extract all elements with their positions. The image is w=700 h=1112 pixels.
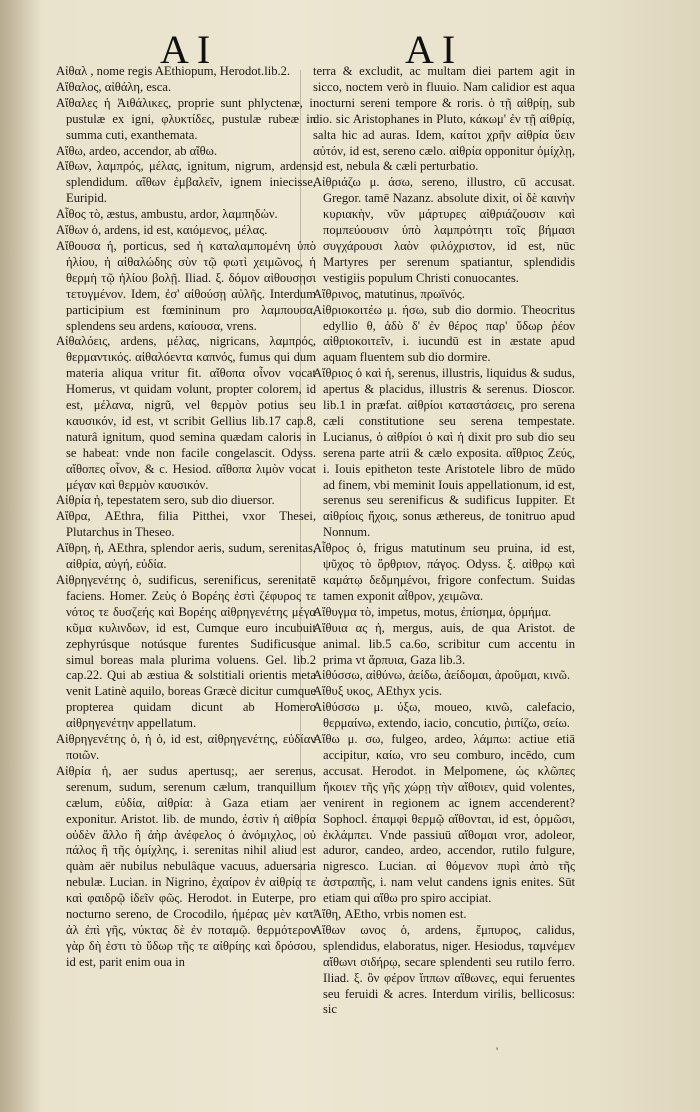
dictionary-entry: Αἴθουσα ἡ, porticus, sed ἡ καταλαμπομένη ὑπὸ ἡλίου, ἡ αἰθαλώδης σὺν τῷ φωτὶ χειμῶνος, ἡ θερμὴ τῷ ἡλίου βολῇ. Iliad. ξ. δόμον αἰθουσῃσι τετυγμένον. Idem, ἐσ' αἰθούσῃ αὐλῆς. Interdum participium est fœmininum pro λαμπουσα, splendens seu ardens, καίουσα, vrens. — [56, 238, 316, 333]
dictionary-entry: Αἴθω, ardeo, accendor, ab αἴθω. — [56, 143, 218, 158]
running-head-left: AI — [160, 27, 219, 72]
binding-shadow — [0, 0, 40, 1112]
dictionary-entry: Αἰθρηγενέτης ὁ, sudificus, serenificus, serenitatē faciens. Homer. Ζεὺς ὁ Βορέης ἐστὶ ζέφυρος τε νότος τε δυσζεής καὶ Βορέης αἰθρηγενέτης μέγα κῦμα κυλινδων, id est, Cumque euro incubuit zephyrúsque notúsque furentes Sudificusque simul boreas mala plurima voluens. Gel. lib.2 cap.22. Qui ab æstiua & solstitiali orientis meta venit Latinè aquilo, boreas Græcè dicitur cumque propterea quidam dicunt ab Homero αἰθρηγενέτην appellatum. — [56, 573, 316, 731]
dictionary-entry: Αἰθριάζω μ. άσω, sereno, illustro, cū accusat. Gregor. tamē Nazanz. absolute dixit, οἱ δὲ καινὴν κυριακὴν, νῦν μάρτυρες αἰθριάζουσιν καὶ πομπεύουσιν ὑπὸ λαμπρότητι τοῖς βήμασι συγχάρουσι λαὸν φιλόχριστον, id est, nūc Martyres per serenum spatiantur, splendidis vestigiis populum Christi conuocantes. — [313, 175, 575, 285]
dictionary-entry: Αἰθύσσω, αἰθύνω, ἀείδω, ἀείδομαι, ἀροῦμαι, κινῶ. — [313, 668, 571, 683]
dictionary-entry: Αἴθριος ὁ καὶ ἡ, serenus, illustris, liquidus & sudus, apertus & placidus, illustris & serenus. Dioscor. lib.1 in præfat. αἰθρίοι καταστάσεις, pro serena cæli constitutione seu serena tempestate. Lucianus, ὁ αἰθρίοι ὁ καὶ ἡ dixit pro sub dio seu serena parte atrii & cælo exposita. αἴθριος Ζεύς, i. Iouis epitheton teste Aristotele libro de mūdo ad finem, vbi meminit Iouis appellationum, id est, serenus seu serenificus & sudificus Iuppiter. Et αἰθρίοις ἤχοις, sonus æthereus, de tonitruo apud Nonnum. — [313, 366, 575, 540]
left-column — [56, 64, 316, 971]
dictionary-entry: Αἴθρα, AEthra, filia Pitthei, vxor Thesei, Plutarchus in Theseo. — [56, 509, 316, 540]
dictionary-entry: Αἴθω μ. σω, fulgeo, ardeo, λάμπω: actiue etiā accipitur, καίω, vro seu comburo, incēdo, cum accusat. Herodot. in Melpomene, ὡς κλῶπες ἥκοιεν τῆς γῆς χώρῃ τὴν αἴθοιεν, quid volentes, venirent in regionem ac ignem accenderent? Sophocl. ἐπαμφὶ θερμῷ αἴθονται, id est, ὁρμῶσι, ἐκλάμπει. Vnde passiuū αἴθομαι vror, adoleor, aduror, candeo, ardeo, accendor, rutilo fulgure, nigresco. Lucian. αἰ θόμενον πυρὶ ἀπὸ τῆς ἀστραπῆς, i. nam velut candens ignis enites. Sūt etiam qui αἴθω pro spiro accipiat. — [313, 732, 575, 906]
dictionary-entry: Αἴθων ὁ, ardens, id est, καιόμενος, μέλας. — [56, 223, 268, 238]
dictionary-entry: Αἰθρία ἡ, tepestatem sero, sub dio diuersor. — [56, 493, 275, 508]
dictionary-entry: Αἰθαλ , nome regis AEthiopum, Herodot.lib.2. — [56, 64, 291, 78]
right-column — [313, 64, 575, 1018]
dictionary-entry: Αἰθύσσω μ. ύξω, moueo, κινῶ, calefacio, θερμαίνω, extendo, iacio, concutio, ῥιπίζω, σείω. — [313, 700, 575, 731]
footer-mark: ' — [496, 1044, 499, 1058]
dictionary-entry: Αἴθυξ υκος, AEthyx ycis. — [313, 684, 443, 699]
dictionary-entry: Αἰθρηγενέτης ὁ, ἡ ὁ, id est, αἰθρηγενέτης, εὐδίαν ποιῶν. — [56, 732, 316, 762]
dictionary-entry: Αἴθων, λαμπρός, μέλας, ignitum, nigrum, ardens, splendidum. αἴθων ἐμβαλεῖν, ignem iniecisse, Euripid. — [56, 159, 316, 206]
dictionary-entry: Αἰθριοκοιτέω μ. ήσω, sub dio dormio. Theocritus edyllio θ, ἀδὺ δ' ἐν θέρος παρ' ὕδωρ ῥέον αἰθριοκοιτεῖν, i. iucundū est in æstate apud aquam fluentem sub dio dormire. — [313, 302, 575, 365]
dictionary-entry: Αἴθρινος, matutinus, πρωϊνός. — [313, 286, 465, 301]
running-head-right: AI — [405, 27, 464, 72]
dictionary-entry: Αἴθυγμα τὸ, impetus, motus, ἐπίσημα, ὁρμήμα. — [313, 604, 552, 619]
dictionary-entry: Αἴθρη, ἡ, AEthra, splendor aeris, sudum, serenitas, αἰθρία, αὐγή, εὐδία. — [56, 541, 316, 572]
dictionary-entry: Αἴθαλος, αἰθάλη, esca. — [56, 79, 172, 94]
dictionary-entry: Αἶθος τὸ, æstus, ambustu, ardor, λαμπηδὼν. — [56, 207, 278, 222]
dictionary-entry: Αἴθαλες ἡ Ἀιθάλικες, proprie sunt phlyctenæ, i. pustulæ ex igni, φλυκτίδες, pustulæ rubeæ in summa cuti, exanthemata. — [56, 95, 316, 142]
dictionary-entry: Αἰθρία ἡ, aer sudus apertusq;, aer serenus, serenum, sudum, serenum cælum, tranquillum cælum, εὐδία, αἰθρία: à Gaza etiam aer exponitur. Aristot. lib. de mundo, ἐστὶν ἡ αἰθρία οὐδὲν ἄλλο ἢ ἀὴρ ἀνέφελος ὁ ἀνόμιχλος, οὐ πάλος ἢ τῆς ὁμίχλης, i. serenitas nihil aliud est quàm aër nubilus nebulâque vacuus, aduersaria nebulæ. Lucian. in Nigrino, ἐχαίρον ἐν αἰθρίᾳ τε καὶ φαιδρῷ ἰδεῖν φῶς. Herodot. in Euterpe, pro nocturno sereno, de Crocodilo, ἡμέρας μὲν κατ' ἀλ ἐπὶ γῆς, νύκτας δὲ ἐν ποταμῷ. θερμότερον γὰρ δὴ ἐστι τὸ ὕδωρ τῆς τε αἰθρίης καὶ δρόσου, id est, parit enim oua in — [56, 763, 316, 969]
dictionary-entry: Αἴθυια ας ἡ, mergus, auis, de qua Aristot. de animal. lib.5 ca.6o, scribitur cum accentu in prima vt ἅρπυια, Gaza lib.3. — [313, 620, 575, 667]
dictionary-entry: Αἴθων ωνος ὁ, ardens, ἔμπυρος, calidus, splendidus, elaboratus, niger. Hesiodus, ταμνέμεν αἴθωνι σιδήρῳ, secare splendenti seu rutilo ferro. Iliad. ξ. ὃν φέρον ἵππων αἴθωνες, equi feruentes seu feruidi & acres. Interdum virilis, bellicosus: sic — [313, 922, 575, 1017]
dictionary-entry: Αἴθη, AEtho, vrbis nomen est. — [313, 907, 467, 922]
dictionary-entry: Αἰθαλόεις, ardens, μέλας, nigricans, λαμπρός, θερμαντικός. αἰθαλόεντα καπνός, fumus qui dum materia aliqua vritur fit. αἴθοπα οἶνον vocat Homerus, vt quidam volunt, propter colorem, id est, μέλανα, nigrũ, vel θερμὸν potius seu καυσικόν, id est, vt scribit Gellius lib.17 cap.8, naturâ ignitum, quod semina quædam caloris in se habeat: vnde non facile congelascit. Odyss. αἴθοπες οἶνον, & c. Hesiod. αἴθοπα λιμὸν vocat μέγαν καὶ θερμὸν καυσικόν. — [56, 334, 316, 492]
dictionary-entry-continued: terra & excludit, ac multam diei partem agit in sicco, noctem verò in fluuio. Nam calidior est aqua nocturni sereni tempore & roris. ὁ τῇ αἰθρίῃ, sub dio. sic Aristophanes in Pluto, κάκωμ' ἐν τῇ αἰθρίᾳ, salta hic ad auras. Idem, καίτοι χρῆν αἰθρία ὕειν αὐτόν, id est, sereno cælo. αἰθρία opponitur ὁμίχλῃ, id est, nebula & cæli perturbatio. — [313, 64, 575, 174]
dictionary-entry: Αἶθρος ὁ, frigus matutinum seu pruina, id est, ψῦχος τὸ ὄρθριον, πάγος. Odyss. ξ. αἰθρῳ καὶ καμάτῳ δεδμημένοι, frigore confectum. Suidas tamen exponit αἶθρον, χειμῶνα. — [313, 541, 575, 603]
